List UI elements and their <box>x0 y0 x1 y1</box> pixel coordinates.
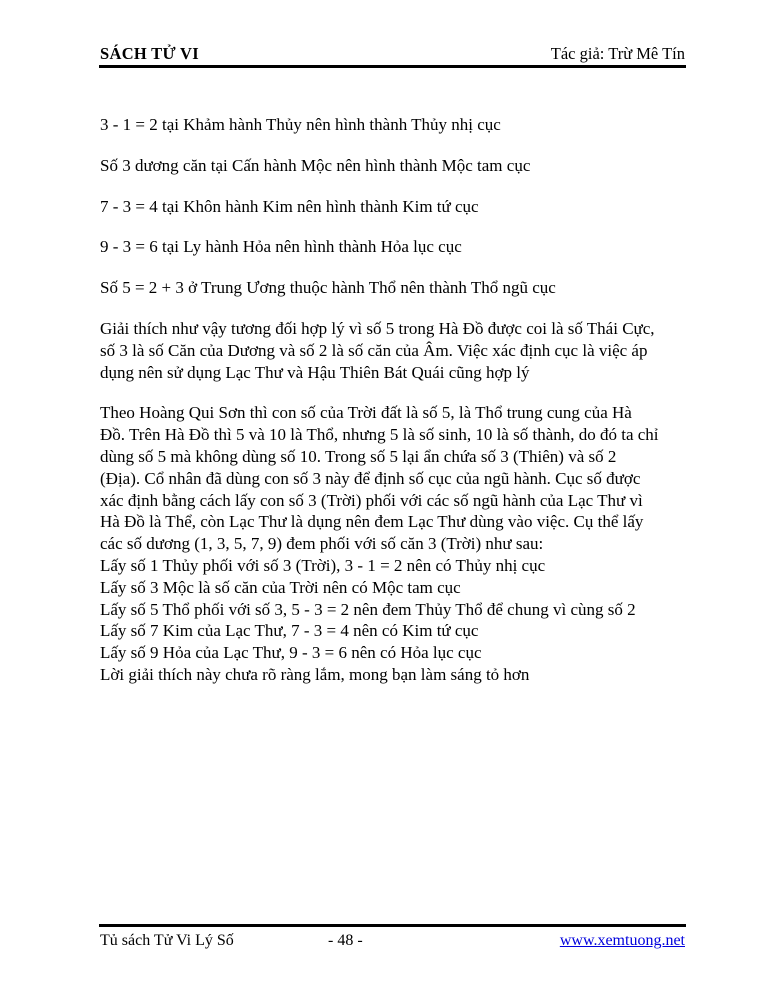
statement-hoa-luc-cuc: 9 - 3 = 6 tại Ly hành Hỏa nên hình thành Hỏa lục cục <box>100 237 462 257</box>
footer-divider <box>99 924 686 927</box>
hoang-qui-son-paragraph: Theo Hoàng Qui Sơn thì con số của Trời đất là số 5, là Thổ trung cung của Hà Đồ. Trên Hà Đồ thì 5 và 10 là Thổ, nhưng 5 là số sinh, 10 là số thành, do đó ta chỉ dùng số 5 mà không dùng số 10. Trong số 5 lại ẩn chứa số 3 (Thiên) và số 2 (Địa). Cổ nhân đã dùng con số 3 này để định số cục của ngũ hành. Cục số được xác định bằng cách lấy con số 3 (Trời) phối với các số ngũ hành của Lạc Thư vì Hà Đồ là Thể, còn Lạc Thư là dụng nên đem Lạc Thư dùng vào việc. Cụ thể lấy các số dương (1, 3, 5, 7, 9) đem phối với số căn 3 (Trời) như sau: Lấy số 1 Thủy phối với số 3 (Trời), 3 - 1 = 2 nên có Thủy nhị cục Lấy số 3 Mộc là số căn của Trời nên có Mộc tam cục Lấy số 5 Thổ phối với số 3, 5 - 3 = 2 nên đem Thủy Thổ để chung vì cùng số 2 Lấy số 7 Kim của Lạc Thư, 7 - 3 = 4 nên có Kim tứ cục Lấy số 9 Hỏa của Lạc Thư, 9 - 3 = 6 nên có Hỏa lục cục Lời giải thích này chưa rõ ràng lắm, mong bạn làm sáng tỏ hơn <box>100 403 659 684</box>
explanation-paragraph: Giải thích như vậy tương đối hợp lý vì số 5 trong Hà Đồ được coi là số Thái Cực, số 3 là số Căn của Dương và số 2 là số căn của Âm. Việc xác định cục là việc áp dụng nên sử dụng Lạc Thư và Hậu Thiên Bát Quái cũng hợp lý <box>100 318 655 382</box>
statement-moc-tam-cuc: Số 3 dương căn tại Cấn hành Mộc nên hình thành Mộc tam cục <box>100 155 531 175</box>
header-divider <box>99 65 686 68</box>
page-body <box>100 114 688 705</box>
statement-kim-tu-cuc: 7 - 3 = 4 tại Khôn hành Kim nên hình thành Kim tứ cục <box>100 196 479 216</box>
website-link[interactable]: www.xemtuong.net <box>559 932 685 949</box>
book-title: SÁCH TỬ VI <box>100 44 199 63</box>
page-number: - 48 - <box>328 932 363 949</box>
footer-link-wrap <box>560 931 685 951</box>
page-header <box>100 44 685 64</box>
statement-thuy-nhi-cuc: 3 - 1 = 2 tại Khảm hành Thủy nên hình thành Thủy nhị cục <box>100 115 501 134</box>
series-title: Tủ sách Tử Vi Lý Số <box>100 932 234 949</box>
statement-tho-ngu-cuc: Số 5 = 2 + 3 ở Trung Ương thuộc hành Thổ nên thành Thổ ngũ cục <box>100 278 556 298</box>
author-credit: Tác giả: Trừ Mê Tín <box>550 44 685 63</box>
